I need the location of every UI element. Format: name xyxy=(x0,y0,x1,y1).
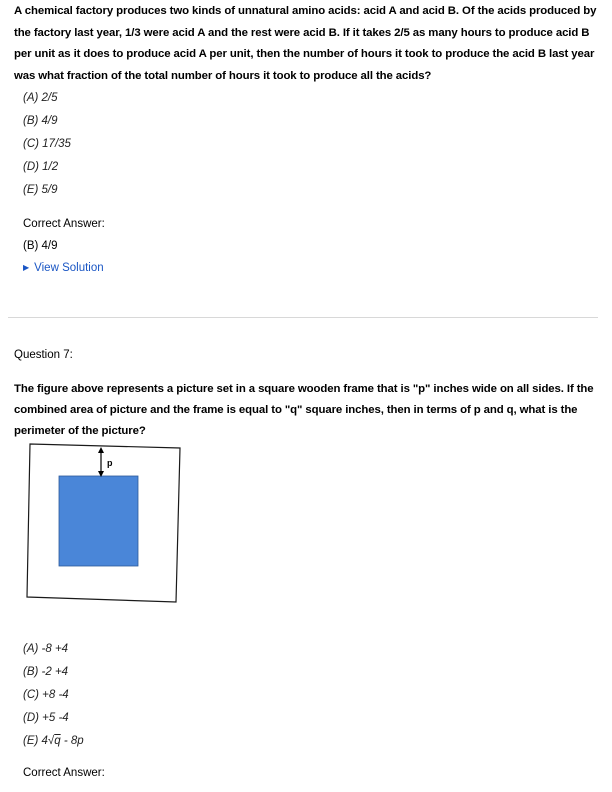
correct-answer-value: (B) 4/9 xyxy=(23,240,58,252)
option-a: (A) 2/5 xyxy=(23,92,58,104)
picture-frame-figure xyxy=(10,434,190,606)
view-solution-label: View Solution xyxy=(34,262,104,274)
q7-option-e-suffix: - 8p xyxy=(60,735,84,747)
q7-option-c: (C) +8 -4 xyxy=(23,689,69,701)
q7-option-e xyxy=(23,735,84,747)
correct-answer-label: Correct Answer: xyxy=(23,218,105,230)
picture-square xyxy=(59,476,138,566)
q7-correct-answer-label: Correct Answer: xyxy=(23,767,105,779)
q7-option-d: (D) +5 -4 xyxy=(23,712,69,724)
q7-option-e-radicand: q xyxy=(54,735,61,747)
q7-option-b: (B) -2 +4 xyxy=(23,666,69,678)
p-label: p xyxy=(107,458,113,468)
question-7-text: The figure above represents a picture set in a square wooden frame that is "p" inches wide on all sides. If the combined area of picture and the frame is equal to "q" square inches, then in terms of p and q, what is the perimeter of the picture? xyxy=(14,383,594,437)
q7-option-e-prefix: (E) 4 xyxy=(23,735,48,747)
option-b: (B) 4/9 xyxy=(23,115,58,127)
sqrt-sign: √ xyxy=(47,735,55,747)
section-divider xyxy=(8,317,598,318)
option-c: (C) 17/35 xyxy=(23,138,71,150)
view-solution-link[interactable] xyxy=(23,262,104,274)
q7-option-a: (A) -8 +4 xyxy=(23,643,69,655)
option-d: (D) 1/2 xyxy=(23,161,59,173)
question-6-text: A chemical factory produces two kinds of unnatural amino acids: acid A and acid B. Of the acids produced by the factory last year, 1/3 were acid A and the rest were acid B. If it takes 2/5 as many hours to produce acid B per unit as it does to produce acid A per unit, then the number of hours it took to produce the acid B last year was what fraction of the total number of hours it took to produce all the acids? xyxy=(14,5,597,82)
option-e: (E) 5/9 xyxy=(23,184,58,196)
question-7-heading: Question 7: xyxy=(14,349,73,361)
play-triangle-icon: ▶ xyxy=(23,263,30,272)
